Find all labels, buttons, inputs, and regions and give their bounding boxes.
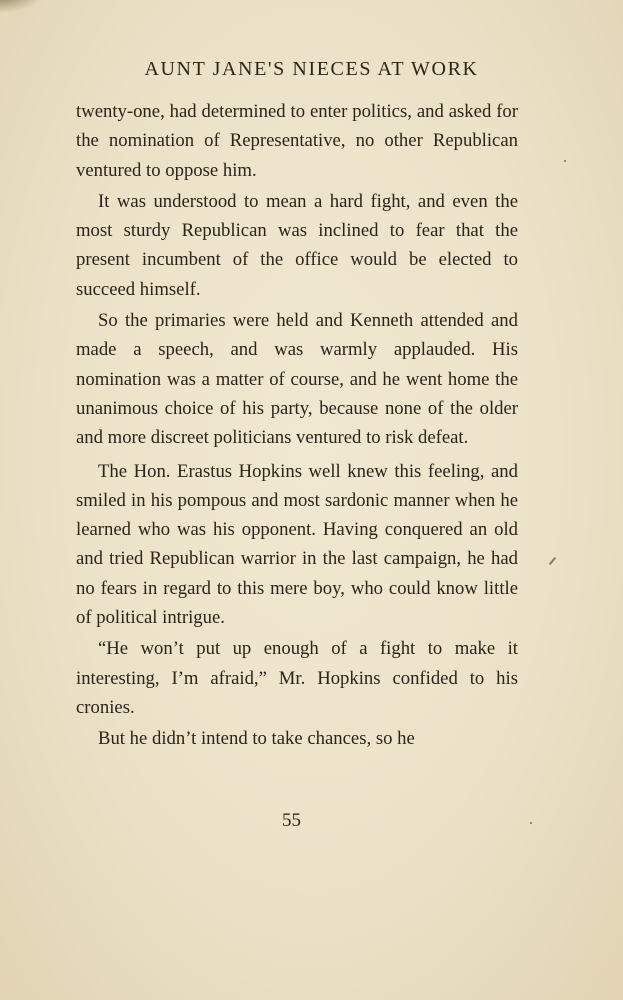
corner-stain xyxy=(0,0,40,12)
margin-mark xyxy=(549,557,556,565)
paragraph-5: “He won’t put up enough of a fight to make it interesting, I’m afraid,” Mr. Hopkins confided to his cronies. xyxy=(76,638,518,718)
paragraph-1: twenty-one, had determined to enter politics, and asked for the nomination of Representative, no other Republican ventured to oppose him. xyxy=(76,101,518,181)
paragraph-3: So the primaries were held and Kenneth attended and made a speech, and was warmly applauded. His nomination was a matter of course, and he went home the unanimous choice of his party, because none of the older and more discreet politicians ventured to risk defeat. xyxy=(76,310,518,449)
running-head-title: AUNT JANE'S NIECES AT WORK xyxy=(144,58,479,80)
paragraph-4: The Hon. Erastus Hopkins well knew this feeling, and smiled in his pompous and most sardonic manner when he learned who was his opponent. Having conquered an old and tried Republican warrior in the last campaign, he had no fears in regard to this mere boy, who could know little of political intrigue. xyxy=(76,460,518,629)
paper-speck xyxy=(564,160,566,162)
paragraph-2: It was understood to mean a hard fight, and even the most sturdy Republican was inclined to fear that the present incumbent of the office would be elected to succeed himself. xyxy=(76,190,518,300)
body-text xyxy=(76,97,518,754)
paper-speck xyxy=(530,822,532,824)
paragraph-6: But he didn’t intend to take chances, so he xyxy=(98,728,415,750)
page-number: 55 xyxy=(282,810,301,831)
